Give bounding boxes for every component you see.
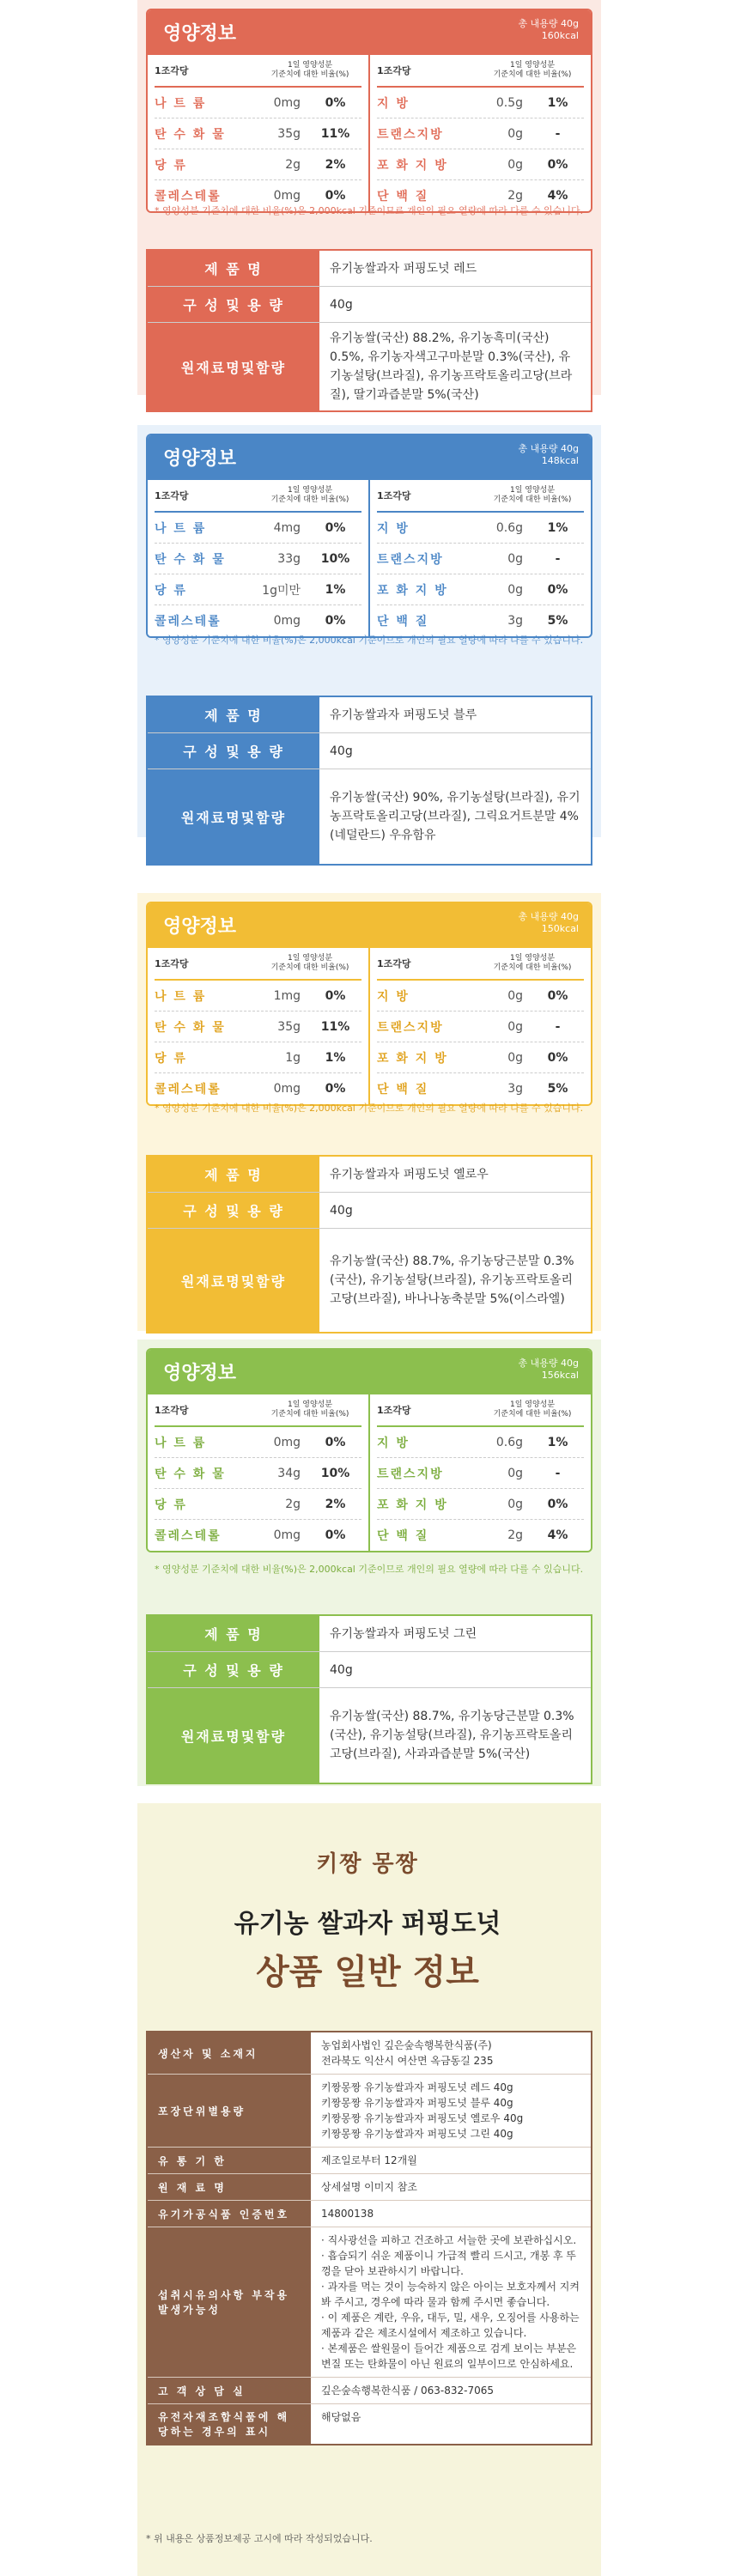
nutrient-row: [377, 1427, 584, 1458]
nutrient-name: 나 트 륨: [155, 989, 207, 1004]
nutrient-row: [155, 88, 361, 118]
nutrient-percent: 5%: [547, 614, 568, 628]
info-row: [148, 2404, 591, 2444]
nutrient-amount: 33g: [277, 551, 301, 566]
nutrition-column-header: [377, 55, 584, 88]
nutrient-percent: 1%: [547, 95, 568, 110]
daily-value-label: 1일 영양성분 기준치에 대한 비율(%): [493, 1400, 572, 1419]
nutrient-percent: 10%: [320, 1466, 350, 1480]
nutrient-name: 콜레스테롤: [155, 1529, 222, 1543]
nutrient-row: [155, 981, 361, 1012]
nutrient-row: [155, 149, 361, 180]
size-value: 40g: [330, 1662, 353, 1677]
nutrition-total: 총 내용량 40g 148kcal: [518, 443, 579, 466]
nutrient-name: 나 트 륨: [155, 1436, 207, 1450]
info-key: 유 통 기 한: [148, 2148, 311, 2173]
nutrient-name: 포 화 지 방: [377, 1051, 448, 1066]
info-key: 고 객 상 담 실: [148, 2378, 311, 2403]
nutrient-row: [155, 574, 361, 605]
info-row: [148, 2201, 591, 2227]
nutrient-row: [377, 149, 584, 180]
nutrient-percent: 1%: [325, 1050, 346, 1065]
nutrition-column: [370, 480, 591, 636]
nutrient-percent: 0%: [325, 95, 346, 110]
per-serving-label: 1조각당: [155, 958, 189, 969]
nutrient-row: [155, 118, 361, 149]
nutrient-name: 단 백 질: [377, 1529, 429, 1543]
nutrition-title: 영양정보: [163, 1363, 237, 1384]
nutrient-row: [155, 513, 361, 544]
info-row: [148, 2032, 591, 2075]
nutrition-column-header: [155, 55, 361, 88]
per-serving-label: 1조각당: [155, 1405, 189, 1416]
nutrient-row: [377, 574, 584, 605]
nutrition-note: * 영양성분 기준치에 대한 비율(%)은 2,000kcal 기준이므로 개인의 필요 열량에 따라 다를 수 있습니다.: [155, 205, 584, 216]
nutrient-amount: 2g: [507, 1528, 523, 1542]
nutrient-name: 지 방: [377, 521, 410, 536]
nutrition-title: 영양정보: [163, 916, 237, 938]
nutrition-column-header: [155, 948, 361, 981]
size-key: 구 성 및 용 량: [148, 1652, 319, 1687]
nutrient-percent: 0%: [325, 614, 346, 628]
nutrient-name: 포 화 지 방: [377, 583, 448, 598]
nutrient-percent: -: [555, 551, 561, 566]
nutrient-amount: 2g: [285, 1497, 301, 1511]
nutrition-column: [148, 1394, 370, 1551]
nutrient-row: [155, 1012, 361, 1042]
nutrient-row: [377, 1520, 584, 1551]
nutrient-row: [377, 1458, 584, 1489]
nutrient-percent: 0%: [325, 1528, 346, 1542]
ingredients-key: 원재료명및함량: [148, 1688, 319, 1783]
nutrient-amount: 35g: [277, 1019, 301, 1034]
nutrition-panel-green: [146, 1348, 592, 1552]
nutrition-panel-red: [146, 9, 592, 213]
nutrient-amount: 0mg: [273, 1082, 301, 1096]
info-value: 14800138: [321, 2208, 374, 2220]
info-value: 해당없음: [321, 2411, 361, 2423]
nutrient-name: 당 류: [155, 158, 187, 173]
nutrient-amount: 1g미만: [262, 583, 301, 598]
ingredients-value: 유기농쌀(국산) 88.7%, 유기농당근분말 0.3%(국산), 유기농설탕(브라질), 유기농프락토올리고당(브라질), 바나나농축분말 5%(이스라엘): [330, 1255, 574, 1306]
nutrition-total: 총 내용량 40g 160kcal: [518, 18, 579, 41]
nutrient-row: [155, 1458, 361, 1489]
nutrient-row: [377, 88, 584, 118]
nutrient-name: 탄 수 화 물: [155, 1467, 226, 1481]
nutrient-name: 당 류: [155, 583, 187, 598]
nutrient-percent: 1%: [325, 582, 346, 597]
nutrient-amount: 0g: [507, 126, 523, 141]
nutrient-amount: 0g: [507, 1050, 523, 1065]
daily-value-label: 1일 영양성분 기준치에 대한 비율(%): [493, 61, 572, 79]
product-name-value: 유기농쌀과자 퍼핑도넛 블루: [330, 708, 477, 722]
nutrient-percent: 0%: [547, 1497, 568, 1511]
nutrient-row: [377, 605, 584, 636]
nutrient-name: 트랜스지방: [377, 1020, 444, 1035]
nutrient-percent: 4%: [547, 1528, 568, 1542]
brand-logo: 키짱 몽짱: [316, 1851, 419, 1877]
nutrient-percent: 0%: [325, 988, 346, 1003]
product-name-value: 유기농쌀과자 퍼핑도넛 레드: [330, 261, 477, 276]
nutrient-row: [377, 1042, 584, 1073]
product-name-key: 제 품 명: [148, 697, 319, 732]
nutrient-percent: 0%: [325, 1082, 346, 1096]
info-row: [148, 2075, 591, 2148]
info-row: [148, 2227, 591, 2378]
nutrient-row: [155, 1489, 361, 1520]
nutrient-row: [377, 981, 584, 1012]
nutrition-note: * 영양성분 기준치에 대한 비율(%)은 2,000kcal 기준이므로 개인의 필요 열량에 따라 다를 수 있습니다.: [155, 635, 584, 646]
daily-value-label: 1일 영양성분 기준치에 대한 비율(%): [493, 486, 572, 504]
nutrient-amount: 0g: [507, 551, 523, 566]
nutrition-header: [148, 435, 591, 480]
nutrient-amount: 0.6g: [495, 1435, 523, 1449]
nutrition-panel-yellow: [146, 902, 592, 1106]
nutrient-name: 당 류: [155, 1498, 187, 1512]
nutrient-amount: 0mg: [273, 95, 301, 110]
nutrient-name: 탄 수 화 물: [155, 1020, 226, 1035]
nutrient-amount: 0.5g: [495, 95, 523, 110]
nutrient-amount: 0g: [507, 582, 523, 597]
nutrition-panel-blue: [146, 434, 592, 638]
nutrient-amount: 34g: [277, 1466, 301, 1480]
nutrition-column-header: [377, 1394, 584, 1427]
nutrition-header: [148, 10, 591, 55]
product-table-green: [146, 1614, 592, 1784]
nutrient-amount: 4mg: [273, 520, 301, 535]
nutrition-note: * 영양성분 기준치에 대한 비율(%)은 2,000kcal 기준이므로 개인의 필요 열량에 따라 다를 수 있습니다.: [155, 1103, 584, 1114]
info-value: 상세설명 이미지 참조: [321, 2181, 417, 2193]
nutrient-amount: 0mg: [273, 1528, 301, 1542]
product-name-value: 유기농쌀과자 퍼핑도넛 옐로우: [330, 1167, 489, 1182]
nutrient-row: [155, 1042, 361, 1073]
nutrition-table: [148, 948, 591, 1104]
nutrition-header: [148, 903, 591, 948]
nutrient-amount: 0mg: [273, 189, 301, 203]
per-serving-label: 1조각당: [155, 65, 189, 76]
nutrient-percent: 1%: [547, 1435, 568, 1449]
nutrient-name: 콜레스테롤: [155, 615, 222, 629]
product-name-key: 제 품 명: [148, 251, 319, 286]
product-name-key: 제 품 명: [148, 1616, 319, 1651]
nutrient-percent: -: [555, 126, 561, 141]
size-value: 40g: [330, 297, 353, 312]
nutrition-column-header: [155, 1394, 361, 1427]
nutrient-name: 포 화 지 방: [377, 1498, 448, 1512]
nutrient-percent: 0%: [325, 189, 346, 203]
nutrient-amount: 0.6g: [495, 520, 523, 535]
nutrient-row: [155, 544, 361, 574]
nutrition-table: [148, 480, 591, 636]
nutrition-table: [148, 55, 591, 211]
nutrient-percent: 4%: [547, 189, 568, 203]
info-footnote: * 위 내용은 상품정보제공 고시에 따라 작성되었습니다.: [146, 2533, 373, 2544]
per-serving-label: 1조각당: [377, 958, 411, 969]
nutrient-name: 단 백 질: [377, 190, 429, 204]
nutrition-header: [148, 1350, 591, 1394]
product-table-yellow: [146, 1155, 592, 1334]
nutrient-name: 트랜스지방: [377, 552, 444, 567]
ingredients-key: 원재료명및함량: [148, 1229, 319, 1332]
nutrient-row: [377, 544, 584, 574]
nutrient-amount: 0mg: [273, 614, 301, 628]
nutrient-name: 트랜스지방: [377, 1467, 444, 1481]
nutrient-percent: 0%: [547, 582, 568, 597]
nutrition-total: 총 내용량 40g 150kcal: [518, 911, 579, 934]
ingredients-value: 유기농쌀(국산) 88.7%, 유기농당근분말 0.3%(국산), 유기농설탕(브라질), 유기농프락토올리고당(브라질), 사과과즙분말 5%(국산): [330, 1710, 574, 1761]
nutrient-amount: 1mg: [273, 988, 301, 1003]
daily-value-label: 1일 영양성분 기준치에 대한 비율(%): [270, 954, 349, 972]
nutrition-title: 영양정보: [163, 23, 237, 45]
per-serving-label: 1조각당: [155, 490, 189, 501]
nutrient-amount: 3g: [507, 1082, 523, 1096]
daily-value-label: 1일 영양성분 기준치에 대한 비율(%): [493, 954, 572, 972]
info-key: 원 재 료 명: [148, 2174, 311, 2200]
nutrient-name: 탄 수 화 물: [155, 127, 226, 142]
nutrient-percent: 0%: [325, 1435, 346, 1449]
nutrient-percent: -: [555, 1019, 561, 1034]
nutrition-column-header: [377, 480, 584, 513]
section-title: 유기농 쌀과자 퍼핑도넛: [234, 1909, 501, 1939]
nutrient-name: 지 방: [377, 989, 410, 1004]
nutrient-percent: -: [555, 1466, 561, 1480]
nutrition-total: 총 내용량 40g 156kcal: [518, 1358, 579, 1381]
size-key: 구 성 및 용 량: [148, 733, 319, 769]
info-key: 생산자 및 소재지: [148, 2032, 311, 2074]
product-name-value: 유기농쌀과자 퍼핑도넛 그린: [330, 1626, 477, 1641]
nutrient-amount: 2g: [507, 189, 523, 203]
info-key: 유전자재조합식품에 해당하는 경우의 표시: [148, 2404, 311, 2444]
size-key: 구 성 및 용 량: [148, 1193, 319, 1228]
nutrient-percent: 5%: [547, 1082, 568, 1096]
nutrition-column: [370, 948, 591, 1104]
info-row: [148, 2148, 591, 2174]
size-value: 40g: [330, 744, 353, 758]
info-row: [148, 2378, 591, 2404]
nutrient-name: 콜레스테롤: [155, 1083, 222, 1097]
nutrition-column: [148, 480, 370, 636]
nutrient-name: 콜레스테롤: [155, 190, 222, 204]
info-value: 농업회사법인 깊은숲속행복한식품(주) 전라북도 익산시 여산면 옥금동길 235: [321, 2039, 494, 2067]
nutrition-column: [148, 55, 370, 211]
nutrient-amount: 0g: [507, 1466, 523, 1480]
nutrient-row: [155, 1427, 361, 1458]
nutrition-table: [148, 1394, 591, 1551]
nutrient-name: 지 방: [377, 1436, 410, 1450]
product-table-red: [146, 249, 592, 412]
nutrient-row: [377, 1012, 584, 1042]
nutrient-name: 나 트 륨: [155, 96, 207, 111]
nutrient-row: [155, 1520, 361, 1551]
nutrient-name: 단 백 질: [377, 615, 429, 629]
nutrient-name: 탄 수 화 물: [155, 552, 226, 567]
nutrition-column-header: [155, 480, 361, 513]
nutrient-percent: 0%: [325, 520, 346, 535]
nutrition-column: [370, 55, 591, 211]
nutrient-name: 단 백 질: [377, 1083, 429, 1097]
nutrient-name: 나 트 륨: [155, 521, 207, 536]
nutrient-name: 당 류: [155, 1051, 187, 1066]
nutrient-row: [377, 1489, 584, 1520]
info-value: 키짱몽짱 유기농쌀과자 퍼핑도넛 레드 40g 키짱몽짱 유기농쌀과자 퍼핑도넛 블루 40g 키짱몽짱 유기농쌀과자 퍼핑도넛 옐로우 40g 키짱몽짱 유기농쌀과자 퍼핑도넛 그린 40g: [321, 2081, 524, 2140]
per-serving-label: 1조각당: [377, 490, 411, 501]
product-name-key: 제 품 명: [148, 1157, 319, 1192]
nutrient-row: [377, 118, 584, 149]
nutrient-amount: 0g: [507, 1497, 523, 1511]
nutrient-percent: 0%: [547, 1050, 568, 1065]
info-value: 제조일로부터 12개월: [321, 2154, 417, 2166]
nutrient-amount: 0g: [507, 157, 523, 172]
nutrition-title: 영양정보: [163, 448, 237, 470]
nutrient-name: 지 방: [377, 96, 410, 111]
nutrient-percent: 10%: [320, 551, 350, 566]
daily-value-label: 1일 영양성분 기준치에 대한 비율(%): [270, 61, 349, 79]
per-serving-label: 1조각당: [377, 65, 411, 76]
info-key: 섭취시유의사항 부작용발생가능성: [148, 2227, 311, 2377]
nutrient-percent: 0%: [547, 157, 568, 172]
daily-value-label: 1일 영양성분 기준치에 대한 비율(%): [270, 1400, 349, 1419]
nutrient-amount: 1g: [285, 1050, 301, 1065]
nutrient-percent: 2%: [325, 157, 346, 172]
nutrition-note: * 영양성분 기준치에 대한 비율(%)은 2,000kcal 기준이므로 개인의 필요 열량에 따라 다를 수 있습니다.: [155, 1564, 584, 1575]
nutrient-amount: 35g: [277, 126, 301, 141]
nutrient-row: [155, 1073, 361, 1104]
nutrient-percent: 0%: [547, 988, 568, 1003]
ingredients-key: 원재료명및함량: [148, 323, 319, 410]
nutrition-column-header: [377, 948, 584, 981]
nutrient-name: 포 화 지 방: [377, 158, 448, 173]
nutrient-amount: 2g: [285, 157, 301, 172]
ingredients-key: 원재료명및함량: [148, 769, 319, 864]
nutrition-column: [370, 1394, 591, 1551]
info-value: 깊은숲속행복한식품 / 063-832-7065: [321, 2385, 495, 2397]
info-value: · 직사광선을 피하고 건조하고 서늘한 곳에 보관하십시오. · 흡습되기 쉬운 제품이니 가급적 빨리 드시고, 개봉 후 뚜껑을 닫아 보관하시기 바랍니다. · 과자를 먹는 것이 능숙하지 않은 아이는 보호자께서 지켜봐 주시고, 경우에 따라 물과 함께 주시면 좋습니다. · 이 제품은 계란, 우유, 대두, 밀, 새우, 오징어를 사용하는 제품과 같은 제조시설에서 제조하고 있습니다. · 본제품은 쌀원물이 들어간 제품으로 검게 보이는 부분은 변질 또는 탄화물이 아닌 원료의 일부이므로 안심하세요.: [321, 2234, 580, 2370]
nutrient-percent: 11%: [320, 126, 350, 141]
nutrient-percent: 11%: [320, 1019, 350, 1034]
general-info-table: [146, 2031, 592, 2445]
section-subtitle: 상품 일반 정보: [256, 1953, 479, 1992]
nutrient-amount: 0g: [507, 1019, 523, 1034]
daily-value-label: 1일 영양성분 기준치에 대한 비율(%): [270, 486, 349, 504]
ingredients-value: 유기농쌀(국산) 90%, 유기농설탕(브라질), 유기농프락토올리고당(브라질), 그릭요거트분말 4%(네덜란드) 우유함유: [330, 791, 580, 842]
nutrient-row: [377, 513, 584, 544]
info-key: 포장단위별용량: [148, 2075, 311, 2147]
info-key: 유기가공식품 인증번호: [148, 2201, 311, 2227]
nutrient-amount: 3g: [507, 614, 523, 628]
nutrient-amount: 0g: [507, 988, 523, 1003]
nutrient-percent: 2%: [325, 1497, 346, 1511]
nutrient-row: [155, 605, 361, 636]
info-row: [148, 2174, 591, 2201]
ingredients-value: 유기농쌀(국산) 88.2%, 유기농흑미(국산) 0.5%, 유기농자색고구마분말 0.3%(국산), 유기농설탕(브라질), 유기농프락토올리고당(브라질), 딸기과즙분말 5%(국산): [330, 331, 573, 402]
nutrient-percent: 1%: [547, 520, 568, 535]
nutrient-amount: 0mg: [273, 1435, 301, 1449]
size-value: 40g: [330, 1203, 353, 1218]
per-serving-label: 1조각당: [377, 1405, 411, 1416]
product-table-blue: [146, 696, 592, 866]
nutrient-row: [377, 1073, 584, 1104]
nutrition-column: [148, 948, 370, 1104]
nutrient-name: 트랜스지방: [377, 127, 444, 142]
size-key: 구 성 및 용 량: [148, 287, 319, 322]
